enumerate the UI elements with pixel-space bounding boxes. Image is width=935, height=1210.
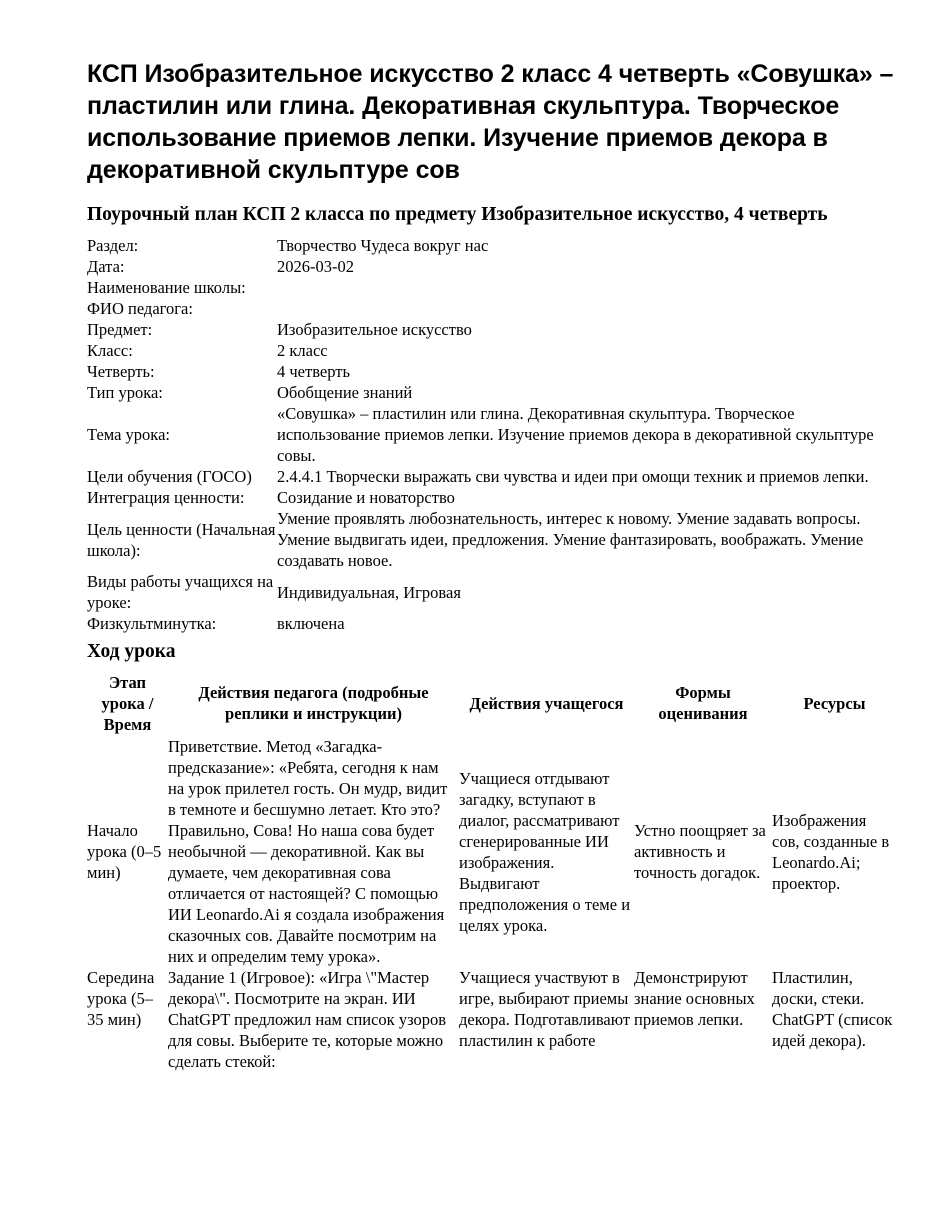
row-start-resources: Изображения сов, созданные в Leonardo.Ai; проектор. <box>772 810 890 893</box>
info-row <box>87 319 897 340</box>
lesson-heading: Ход урока <box>87 641 176 662</box>
lesson-table-header-row <box>87 670 897 736</box>
lesson-info-body <box>87 235 897 634</box>
lesson-plan-table <box>87 670 897 1072</box>
info-label: Дата: <box>87 257 125 276</box>
header-resources: Ресурсы <box>803 693 866 713</box>
info-row <box>87 340 897 361</box>
info-row <box>87 613 897 634</box>
info-value: 2026-03-02 <box>277 257 354 276</box>
table-row <box>87 967 897 1072</box>
info-value: Созидание и новаторство <box>277 488 455 507</box>
table-row <box>87 736 897 967</box>
info-label: Наименование школы: <box>87 278 246 297</box>
header-stage: Этап урока / Время <box>101 672 154 734</box>
info-label: Четверть: <box>87 362 155 381</box>
info-row <box>87 487 897 508</box>
info-value <box>277 298 897 319</box>
header-teacher-actions: Действия педагога (подробные реплики и инструкции) <box>198 683 429 723</box>
info-label: Тип урока: <box>87 383 163 402</box>
info-label: Физкультминутка: <box>87 614 217 633</box>
info-label: Класс: <box>87 341 133 360</box>
info-label: Интеграция ценности: <box>87 488 245 507</box>
header-student-actions: Действия учащегося <box>469 693 624 713</box>
info-label: Цель ценности (Начальная школа): <box>87 519 276 560</box>
row-middle-student: Учащиеся участвуют в игре, выбирают приемы декора. Подготавливают пластилин к работе <box>459 968 631 1050</box>
row-start-teacher: Приветствие. Метод «Загадка-предсказание»: «Ребята, сегодня к нам на урок прилетел гость. Он мудр, видит в темноте и бесшумно летает. Кто это? Правильно, Сова! Но наша сова будет необычной — декоративной. Как вы думаете, чем декоративная сова отличается от настоящей? С помощью ИИ Leonardo.Ai я создала изображения сказочных сов. Давайте посмотрим на них и определим тему урока». <box>168 737 448 966</box>
info-value: Индивидуальная, Игровая <box>277 582 461 602</box>
info-value: Обобщение знаний <box>277 383 413 402</box>
info-value: Творчество Чудеса вокруг нас <box>277 236 489 255</box>
row-start-stage: Начало урока (0–5 мин) <box>87 821 162 882</box>
row-middle-teacher: Задание 1 (Игровое): «Игра \"Мастер декора\". Посмотрите на экран. ИИ ChatGPT предложил нам список узоров для совы. Выберите те, которые можно сделать стекой: <box>168 968 447 1071</box>
info-value: 2.4.4.1 Творчески выражать сви чувства и идеи при омощи техник и приемов лепки. <box>277 467 869 486</box>
lesson-info-table <box>87 235 897 634</box>
info-row <box>87 382 897 403</box>
info-value: Изобразительное искусство <box>277 320 472 339</box>
info-row <box>87 298 897 319</box>
info-row <box>87 571 897 613</box>
info-label: ФИО педагога: <box>87 299 193 318</box>
info-label: Предмет: <box>87 320 153 339</box>
info-row <box>87 466 897 487</box>
info-value: 4 четверть <box>277 362 350 381</box>
info-value <box>277 277 897 298</box>
row-start-student: Учащиеся отгдывают загадку, вступают в диалог, рассматривают сгенерированные ИИ изображения. Выдвигают предположения о теме и целях урока. <box>459 768 631 935</box>
info-label: Тема урока: <box>87 425 170 444</box>
info-value: Умение проявлять любознательность, интерес к новому. Умение задавать вопросы. Умение выдвигать идеи, предложения. Умение фантазировать, воображать. Умение создавать новое. <box>277 509 864 570</box>
row-start-assessment: Устно поощряет за активность и точность догадок. <box>634 821 766 882</box>
document-page <box>87 58 897 1072</box>
row-middle-stage: Середина урока (5–35 мин) <box>87 968 155 1029</box>
info-row <box>87 235 897 256</box>
row-middle-resources: Пластилин, доски, стеки. ChatGPT (список идей декора). <box>772 968 893 1050</box>
row-middle-assessment: Демонстрируют знание основных приемов лепки. <box>634 968 755 1029</box>
header-assessment: Формы оценивания <box>658 683 748 723</box>
info-row <box>87 508 897 571</box>
info-label: Виды работы учащихся на уроке: <box>87 572 274 612</box>
info-row <box>87 256 897 277</box>
info-value: «Совушка» – пластилин или глина. Декоративная скульптура. Творческое использование приемов лепки. Изучение приемов декора в декоративной скульптуре совы. <box>277 404 874 465</box>
info-value: включена <box>277 614 345 633</box>
info-row <box>87 403 897 466</box>
info-row <box>87 277 897 298</box>
info-label: Раздел: <box>87 236 139 255</box>
document-title: КСП Изобразительное искусство 2 класс 4 четверть «Совушка» – пластилин или глина. Декоративная скульптура. Творческое использование приемов лепки. Изучение приемов декора в декоративной скульптуре сов <box>87 60 894 184</box>
info-row <box>87 361 897 382</box>
info-value: 2 класс <box>277 341 328 360</box>
info-label: Цели обучения (ГОСО) <box>87 467 252 486</box>
document-subtitle: Поурочный план КСП 2 класса по предмету Изобразительное искусство, 4 четверть <box>87 204 828 225</box>
